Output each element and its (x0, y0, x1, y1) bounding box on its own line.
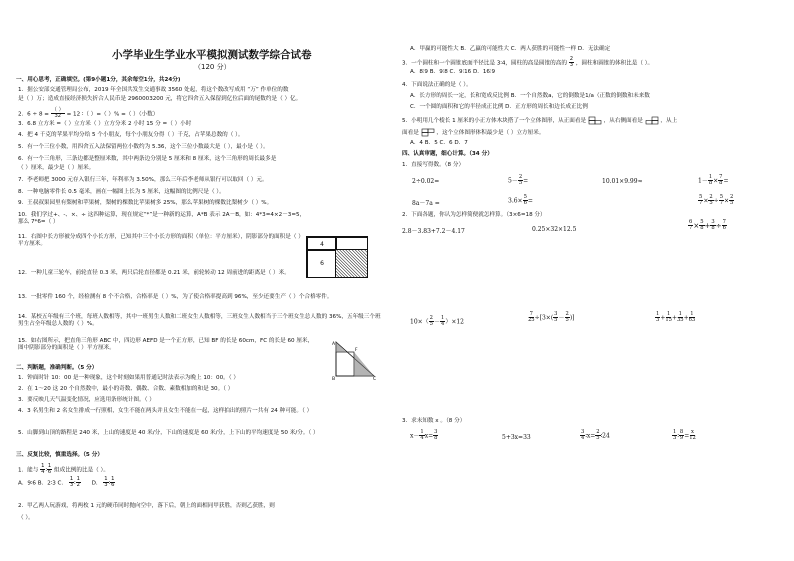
c23-f2: $\frac{5}{8}$ (700, 219, 704, 232)
calc-1-8 (698, 195, 734, 207)
choice-2-options: A．甲赢的可能性大 B．乙赢的可能性大 C．两人获胜的可能性一样 D．无法确定 (410, 46, 611, 52)
question-1-cont: 是（ ）万；造成直接经济损失折合人民币是 2960003200 元，将它四舍五入保留到亿位后面的尾数约是（ ）亿。 (18, 96, 302, 102)
q2-text: 2．6 ÷ 8 = (18, 111, 49, 118)
solve-4: $\frac{1}{3}$ ∶ $\frac{8}{9}$ = $\frac{x}{12}$ (673, 429, 696, 442)
judge-3: 3．要反映几天气温变化情况，应选用条形统计图。（ ） (18, 397, 155, 403)
choice-1-options: A．9∶6 B．2∶3 C． $\frac{1}{3}$ ∶ $\frac{1}{2}$ D． $\frac{1}{3}$ ∶ $\frac{1}{6}$ (18, 476, 115, 489)
solve-3: $\frac{3}{4}$ ∶x= $\frac{2}{5}$ ∶24 (581, 429, 610, 442)
c1-options-text: A．9∶6 B．2∶3 C． (18, 480, 68, 487)
choice-5-options: A．4 B．5 C．6 D．7 (410, 140, 468, 146)
c24-text: 10×（ (410, 318, 429, 326)
question-15: 15．如右图所示，把直角三角形 ABC 中，四边形 AEFD 是一个正方形，已知 BF 的长是 60cm，FC 的长是 60 厘米，图中阴影部分的面积是（ ）平方厘米。 (18, 338, 314, 351)
question-13: 13．一批零件 160 个，经检测有 8 个不合格，合格率是（ ）%，为了使合格率提高到 96%，至少还要生产（ ）个合格零件。 (18, 294, 333, 300)
choice-3-options: A．8∶9 B．9∶8 C．9∶16 D．16∶9 (410, 69, 495, 75)
question-14: 14．某校五年级有三个班，每班人数相等，其中一班男生人数和二班女生人数相等，三班女生人数相当于三个班女生总人数的 36%，五年级三个班男生占全年级总人数的（ ）%。 (18, 314, 381, 327)
calc-1-8-f2: $\frac{2}{5}$ (709, 194, 713, 207)
c24-f1: $\frac{2}{5}$ (429, 315, 433, 328)
total-score: （120 分） (194, 63, 231, 71)
c25-f3: $\frac{2}{5}$ (565, 311, 569, 324)
c24-text-b: ）×12 (445, 318, 464, 326)
side-view-icon (645, 116, 659, 125)
calc-1-8-op3: × (724, 197, 730, 205)
calc-2-6: $\frac{1}{3}$ + $\frac{1}{15}$ + $\frac{1}{35}$ + $\frac{1}{63}$ (656, 311, 696, 324)
c3-text: 3．一个圆柱和一个圆锥底面半径比是 3∶4，圆柱的高是圆锥的高的 (402, 60, 567, 67)
section-3-heading: 三、反复比较，慎重选择。（5 分） (16, 452, 103, 458)
choice-4: 4．下面说法正确的是（ ）。 (402, 82, 472, 88)
judge-5: 5．山脚到山顶的路程是 240 米，上山的速度是 40 米/分，下山的速度是 60 米/分，上下山的平均速度是 50 米/分。（ ） (18, 430, 319, 436)
question-6-cont: （ ）厘米，最少是（ ）厘米。 (18, 165, 95, 171)
calc-1-4-frac-b: $\frac{7}{8}$ (719, 174, 723, 187)
c26-f3: $\frac{1}{35}$ (676, 311, 684, 324)
svg-text:C: C (373, 377, 377, 380)
c5-text-b: ，从右侧面看是 (603, 118, 643, 124)
calc-1-6-text: 3.6× (508, 197, 523, 205)
calc-1-6-eq: = (527, 197, 533, 205)
c1-frac-b: $\frac{1}{6}$ (47, 463, 52, 476)
question-6: 6．有一个三角形，三条边都是整厘米数，其中两条边分别是 5 厘米和 8 厘米，这个三角形的周长最多是 (18, 156, 277, 162)
calc-1-6 (508, 195, 533, 207)
c1-frac-a: $\frac{1}{4}$ (41, 463, 45, 476)
figure-cell-shaded (335, 249, 368, 278)
judge-1: 1．钟面时针 10：00 是一种现象，这个时刻如果用普通记时法表示为晚上 10：00。（ ） (18, 375, 239, 381)
choice-4-cd: C．一个圆的面积和它的半径成正比例 D．正方形的周长和边长成正比例 (410, 104, 588, 110)
calc-1-8-f3: $\frac{5}{7}$ (719, 194, 723, 207)
question-9: 9．王叔叔果园里有梨树和苹果树，梨树的棵数比苹果树多 25%，那么苹果树的棵数比梨树少（ ）%。 (18, 200, 273, 206)
question-10: 10．我们学过+、-、×、÷ 这四种运算，现在规定“*”是一种新的运算，A*B 表示 2A－B，如：4*3=4×2－3=5，那么 7*6=（ ） (18, 212, 306, 225)
calc-1-2-text: 5－ (508, 177, 518, 185)
c1d-frac-a: $\frac{1}{3}$ (104, 476, 108, 489)
c1d-frac-b: $\frac{1}{6}$ (111, 476, 115, 489)
calc-2-3: $\frac{6}{7}$ × $\frac{5}{8}$ + $\frac{3}{8}$ ÷ $\frac{7}{6}$ (689, 219, 726, 232)
calc-2-1: 2.8－3.83+7.2－4.17 (402, 228, 465, 235)
svg-text:F: F (355, 348, 358, 353)
calc-1-8-f1: $\frac{5}{7}$ (699, 194, 703, 207)
c5-text-e: ，这个立体图形体积最少是（ ）立方厘米。 (436, 130, 545, 136)
solve-1: x－ $\frac{1}{4}$ x= $\frac{3}{8}$ (410, 429, 438, 442)
q2-text-cont: = 12 ∶（ ）=（ ）% =（ ）（小数） (66, 111, 159, 118)
svg-text:B: B (332, 377, 336, 380)
svg-text:A: A (332, 342, 336, 347)
calc-1-heading: 1．直接写得数。（8 分） (402, 162, 465, 168)
choice-2: 2．甲乙两人玩游戏，将两枚 1 元的硬币同时抛向空中，落下后，朝上的面相同甲获胜，否则乙获胜，则 (18, 503, 275, 509)
calc-1-8-op2: ÷ (713, 197, 719, 205)
calc-2-heading: 2．下面各题，你认为怎样简便就怎样算。（3×6=18 分） (402, 212, 546, 218)
choice-5 (402, 116, 677, 125)
calc-2-5: $\frac{7}{25}$ ÷[3×( $\frac{3}{5}$ － $\frac{2}{5}$ )] (528, 311, 575, 324)
c24-f2: $\frac{1}{4}$ (441, 315, 445, 328)
question-5: 5．有一个三位小数，用四舍五入法保留两位小数约为 5.36，这个三位小数最大是（ ），最小是（ ）。 (18, 144, 269, 150)
c5-text-c: ，从上 (660, 118, 678, 124)
exam-title: 小学毕业生学业水平模拟测试数学综合试卷 (112, 49, 312, 61)
choice-1: 1．能与 $\frac{1}{4}$ ∶ $\frac{1}{6}$ 组成比例的比是（ ）。 (18, 463, 109, 476)
calc-1-6-frac: $\frac{5}{6}$ (523, 194, 527, 207)
c1c-frac-a: $\frac{1}{3}$ (69, 476, 74, 489)
calc-1-5: 8a－7a = (412, 200, 440, 207)
s4-f2: $\frac{8}{9}$ (679, 429, 684, 442)
section-2-heading: 二、判断题，准确判断。（5 分） (16, 365, 98, 371)
c25-f1: $\frac{7}{25}$ (528, 311, 535, 324)
s1-f2: $\frac{3}{8}$ (434, 429, 438, 442)
calc-2-2: 0.25×32×12.5 (532, 226, 577, 233)
q2-fraction: $\frac{( )}{32}$ (51, 107, 64, 120)
question-3: 3．6.8 立方米 =（ ）立方米（ ）立方分米 2 小时 15 分 =（ ）小时 (18, 121, 192, 127)
c25-f2: $\frac{3}{5}$ (554, 311, 558, 324)
choice-2-cont: （ ）。 (18, 515, 34, 521)
calc-1-4-frac-a: $\frac{1}{8}$ (708, 174, 713, 187)
question-8: 8．一种电脑零件长 0.5 毫米，画在一幅图上长为 5 厘米，这幅图的比例尺是（ ）。 (18, 189, 225, 195)
c26-f4: $\frac{1}{63}$ (688, 311, 696, 324)
section-4-heading: 四、认真审题，细心计算。（34 分） (402, 151, 493, 157)
question-2 (18, 108, 158, 120)
calc-1-2-eq: = (523, 177, 529, 185)
c3-text-cont: ，圆柱和圆锥的体积比是（ ）。 (575, 60, 654, 67)
section-1-heading: 一、用心思考，正确填空。(第9小题1分，其余每空1分，共24分) (16, 77, 181, 83)
s1-f1: $\frac{1}{4}$ (420, 429, 424, 442)
s4-f1: $\frac{1}{3}$ (673, 429, 677, 442)
c3-frac: $\frac{2}{3}$ (569, 56, 574, 69)
c23-f3: $\frac{3}{8}$ (711, 219, 715, 232)
choice-5-cont (402, 128, 544, 137)
front-view-icon (588, 116, 602, 125)
calc-1-4-text: 1－ (698, 177, 708, 185)
choice-4-ab: A．长方形的周长一定，长和宽成反比例 B．一个自然数a，它的倒数是1/a（正数的倒数和未来数 (410, 93, 650, 99)
figure-cell-6: 6 (307, 249, 337, 278)
calc-1-2 (508, 175, 528, 187)
c5-text-d: 面看是 (402, 130, 419, 136)
calc-1-8-op1: × (703, 197, 709, 205)
calc-3-heading: 3．求未知数 x 。（8 分） (402, 418, 466, 424)
c5-text: 5．小明用几个棱长 1 厘米的小正方体木块搭了一个立体图形，从正面看是 (402, 118, 587, 124)
calc-1-8-f4: $\frac{2}{5}$ (730, 194, 734, 207)
c1c-frac-b: $\frac{1}{2}$ (76, 476, 80, 489)
question-12: 12．一种儿童三轮车，前轮直径 0.3 米，两只后轮直径都是 0.21 米，前轮转动 12 周前进的距离是（ ）米。 (18, 270, 290, 276)
c26-f2: $\frac{1}{15}$ (665, 311, 672, 324)
question-1: 1．据公安部交通管理局公布，2019 年全国共发生交通事故 3560 处起，将这个数改写成用 “万” 作单位的数 (18, 87, 289, 93)
question-11: 11．右图中长方形被分成四个小长方形，已知其中三个小长方形的面积（单位：平方厘米），阴影部分的面积是（ ）平方厘米。 (18, 234, 301, 247)
calc-1-4: 1－ $\frac{1}{8}$ × $\frac{7}{8}$ = (698, 174, 729, 187)
solve-2: 5+3x=33 (502, 434, 531, 441)
s3-f1: $\frac{3}{4}$ (581, 429, 585, 442)
c26-f1: $\frac{1}{3}$ (656, 311, 660, 324)
c23-f4: $\frac{7}{6}$ (722, 219, 726, 232)
judge-4: 4．3 名男生和 2 名女生排成一行照相，女生不能在两头并且女生不能在一起，这样拍出的照片一共有 24 种可能。（ ） (18, 408, 313, 414)
s3-f2: $\frac{2}{5}$ (596, 429, 600, 442)
c1-text-cont: 组成比例的比是（ ）。 (54, 467, 109, 474)
calc-2-4: 10×（ $\frac{2}{5}$ － $\frac{1}{4}$ ）×12 (410, 315, 464, 328)
calc-1-4-op: × (713, 177, 719, 185)
question-7: 7．李老师把 3000 元存入银行三年，年利率为 3.50%，那么三年后李老师从银行可以取回（ ）元。 (18, 177, 268, 183)
c1-option-d: D． (91, 480, 102, 487)
figure-cell-4: 4 (307, 237, 337, 251)
top-view-icon (421, 128, 435, 137)
question-4: 4．把 4 千克的苹果平均分给 5 个小朋友，每个小朋友分得（ ）千克，占苹果总数的（ ）。 (18, 132, 244, 138)
s4-f3: $\frac{x}{12}$ (689, 429, 696, 442)
choice-3 (402, 57, 653, 69)
calc-1-3: 10.01×9.99≈ (602, 178, 643, 185)
calc-1-1: 2÷0.02= (412, 178, 440, 185)
judge-2: 2．在 1～20 这 20 个自然数中，最小的奇数、偶数、合数、素数相加的和是 30。（ ） (18, 386, 234, 392)
c1-text: 1．能与 (18, 467, 39, 474)
calc-1-2-frac: $\frac{2}{5}$ (518, 174, 523, 187)
c23-f1: $\frac{6}{7}$ (689, 219, 693, 232)
triangle-figure (330, 340, 378, 380)
rectangle-figure (306, 236, 368, 278)
